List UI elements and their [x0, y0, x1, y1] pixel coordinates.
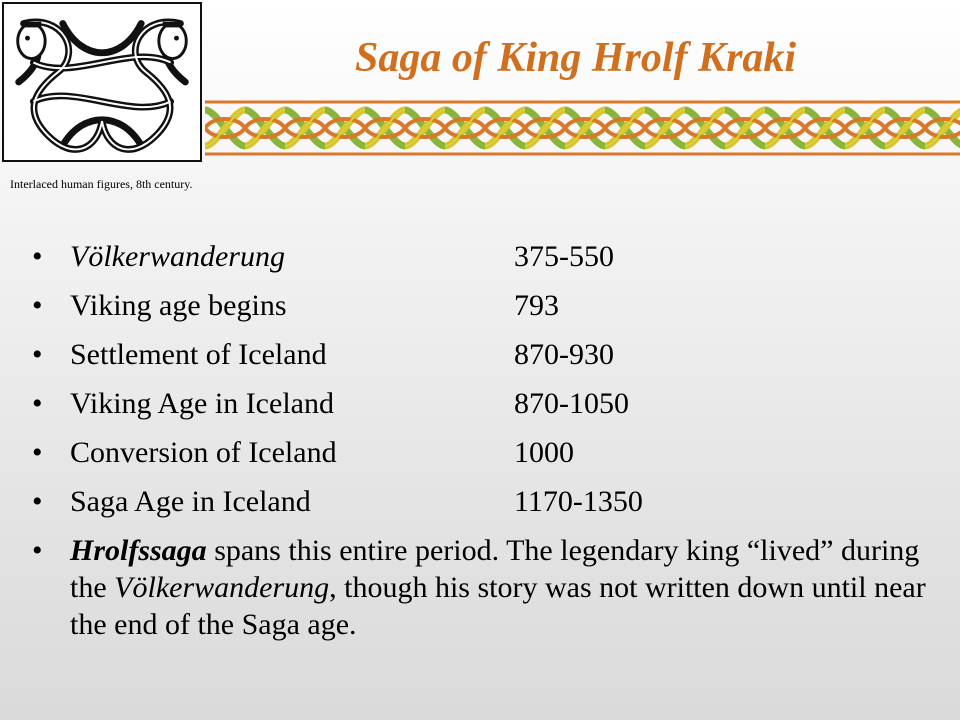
bullet-dot-icon: •: [32, 436, 43, 469]
bullet-dot-icon: •: [32, 289, 43, 322]
event-years: 1170-1350: [514, 485, 643, 518]
event-name: Settlement of Iceland: [70, 338, 327, 371]
interlaced-figures-emblem: [2, 2, 202, 162]
list-item: [32, 477, 932, 526]
summary-emphasis: Völkerwanderung: [114, 571, 330, 604]
bullet-dot-icon: •: [32, 534, 43, 567]
celtic-braid-icon: [205, 98, 960, 158]
slide-title: Saga of King Hrolf Kraki: [355, 35, 797, 81]
event-years: 870-1050: [514, 387, 629, 420]
list-item: [32, 232, 932, 281]
event-name: Saga Age in Iceland: [70, 485, 311, 518]
event-years: 375-550: [514, 240, 614, 273]
list-item: [32, 281, 932, 330]
bullet-dot-icon: •: [32, 240, 43, 273]
event-years: 870-930: [514, 338, 614, 371]
timeline-list: [32, 232, 932, 643]
celtic-braid-border: [205, 98, 960, 158]
list-item: [32, 379, 932, 428]
bullet-dot-icon: •: [32, 485, 43, 518]
event-years: 1000: [514, 436, 574, 469]
list-item: [32, 428, 932, 477]
event-years: 793: [514, 289, 559, 322]
event-name: Conversion of Iceland: [70, 436, 337, 469]
interlaced-figures-icon: [4, 4, 200, 160]
bullet-dot-icon: •: [32, 387, 43, 420]
bullet-dot-icon: •: [32, 338, 43, 371]
event-name: Völkerwanderung: [70, 240, 285, 273]
image-caption: Interlaced human figures, 8th century.: [10, 177, 193, 191]
summary-text-2: , though his story was not written down until near the end of the Saga age.: [70, 571, 926, 641]
list-item: [32, 330, 932, 379]
summary-text-1: spans this entire period. The legendary king “lived” during the: [70, 534, 920, 604]
event-name: Viking age begins: [70, 289, 287, 322]
summary-item: [32, 526, 932, 643]
saga-name: Hrolfssaga: [70, 534, 207, 567]
event-name: Viking Age in Iceland: [70, 387, 334, 420]
